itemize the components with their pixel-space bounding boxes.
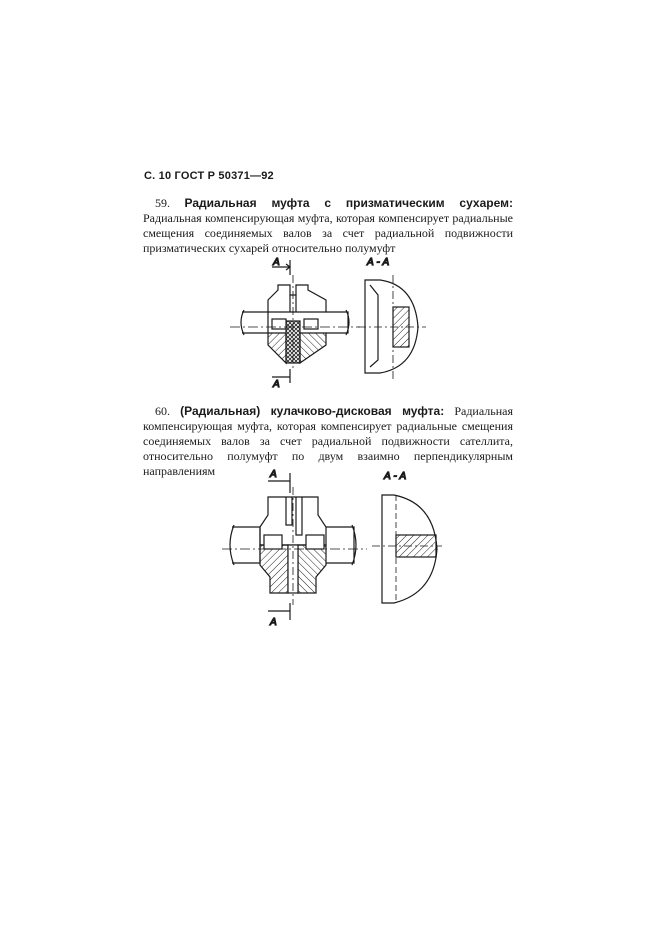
term-definition: Радиальная компенсирующая муфта, которая компенсирует радиальные смещения соединяемых валов за счет радиальной подвижности сателлита, относительно полумуфт по двум взаимно перпендикулярным направлениям (143, 404, 514, 478)
term-59 (143, 196, 513, 256)
section-label-top: А (270, 469, 277, 480)
section-label-top: А (273, 257, 280, 268)
figure-60-coupling-drawing (222, 465, 442, 630)
section-label-bottom: А (270, 617, 277, 628)
term-title: (Радиальная) кулачково-дисковая муфта: (180, 404, 445, 418)
term-number: 60. (155, 404, 170, 418)
figure-59-coupling-drawing (230, 255, 430, 390)
page-header: С. 10 ГОСТ Р 50371—92 (144, 170, 274, 182)
view-label: А - А (367, 257, 390, 268)
term-title: Радиальная муфта с призматическим сухарем: (184, 196, 513, 210)
section-label-bottom: А (273, 379, 280, 390)
term-definition: Радиальная компенсирующая муфта, которая компенсирует радиальные смещения соединяемых валов за счет радиальной подвижности призматических сухарей относительно полумуфт (143, 211, 513, 255)
term-number: 59. (155, 196, 170, 210)
view-label: А - А (384, 471, 407, 482)
